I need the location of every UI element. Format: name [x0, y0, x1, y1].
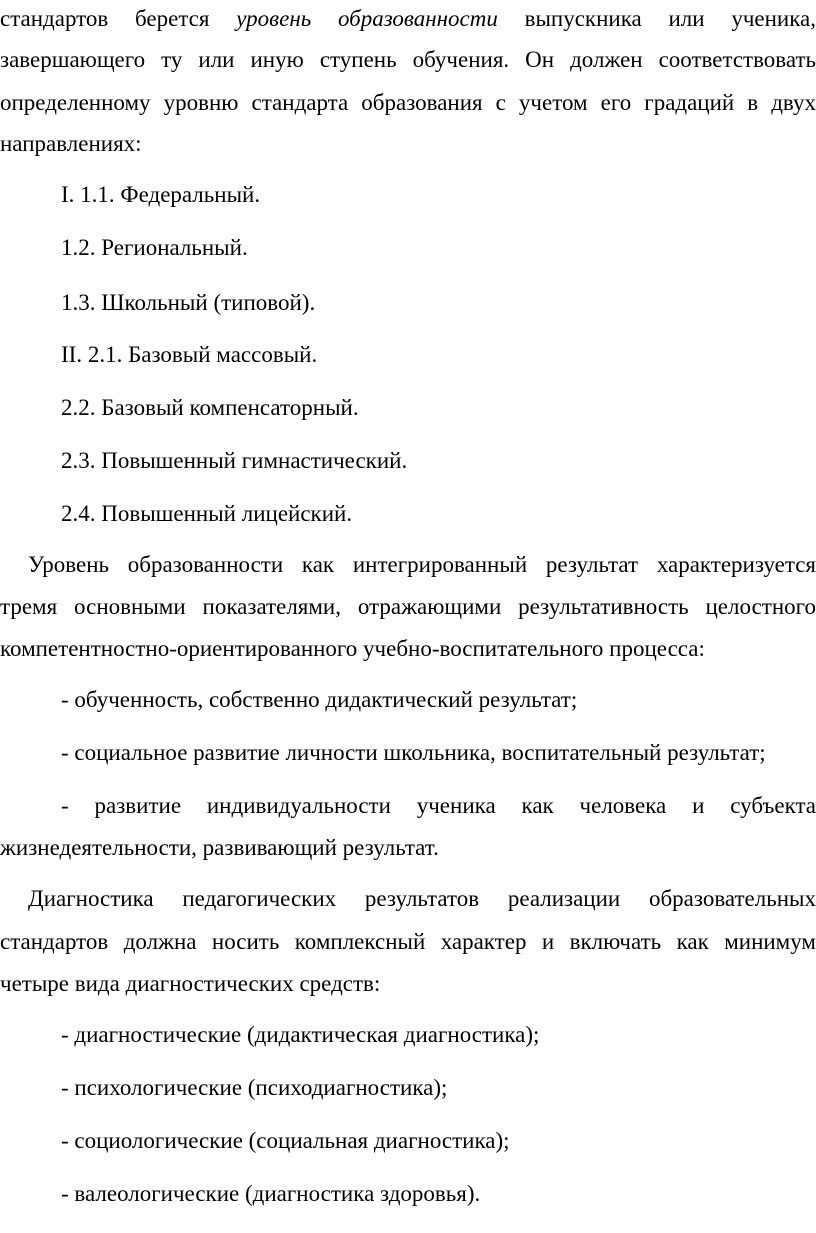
list-item-indicator: - развитие индивидуальности ученика как человека и субъекта	[61, 793, 816, 818]
paragraph-2-line-3: компетентностно-ориентированного учебно-воспитательного процесса:	[0, 636, 705, 661]
paragraph-3-line-1: Диагностика педагогических результатов реализации образовательных	[28, 886, 816, 911]
list-item-level: 2.3. Повышенный гимнастический.	[61, 448, 408, 473]
list-item-level: 2.2. Базовый компенсаторный.	[61, 395, 359, 420]
paragraph-2-line-1: Уровень образованности как интегрированный результат характеризуется	[28, 552, 816, 577]
list-item-diagnostic: - валеологические (диагностика здоровья).	[61, 1181, 481, 1206]
list-item-indicator-continuation: жизнедеятельности, развивающий результат.	[0, 835, 439, 860]
list-item-indicator: - социальное развитие личности школьника, воспитательный результат;	[61, 740, 766, 765]
paragraph-1-line-3: определенному уровню стандарта образования с учетом его градаций в двух	[0, 90, 816, 115]
paragraph-1-line-2: завершающего ту или иную ступень обучения. Он должен соответствовать	[0, 47, 816, 72]
paragraph-1-line-1	[0, 4, 816, 34]
list-item-indicator: - обученность, собственно дидактический результат;	[61, 687, 578, 712]
list-item-diagnostic: - социологические (социальная диагностика);	[61, 1128, 510, 1153]
list-item-diagnostic: - диагностические (дидактическая диагностика);	[61, 1022, 540, 1047]
paragraph-3-line-2: стандартов должна носить комплексный характер и включать как минимум	[0, 929, 816, 954]
text-segment: стандартов берется	[0, 6, 210, 31]
paragraph-1-line-4: направлениях:	[0, 131, 142, 156]
list-item-level: 1.2. Региональный.	[61, 235, 248, 260]
list-item-diagnostic: - психологические (психодиагностика);	[61, 1075, 448, 1100]
list-item-level: I. 1.1. Федеральный.	[61, 182, 261, 207]
list-item-level: 2.4. Повышенный лицейский.	[61, 501, 353, 526]
text-segment: выпускника или ученика,	[524, 6, 816, 31]
paragraph-3-line-3: четыре вида диагностических средств:	[0, 971, 381, 996]
italic-term: уровень образованности	[236, 6, 498, 31]
list-item-level: II. 2.1. Базовый массовый.	[61, 342, 318, 367]
list-item-level: 1.3. Школьный (типовой).	[61, 290, 316, 315]
paragraph-2-line-2: тремя основными показателями, отражающими результативность целостного	[0, 594, 816, 619]
